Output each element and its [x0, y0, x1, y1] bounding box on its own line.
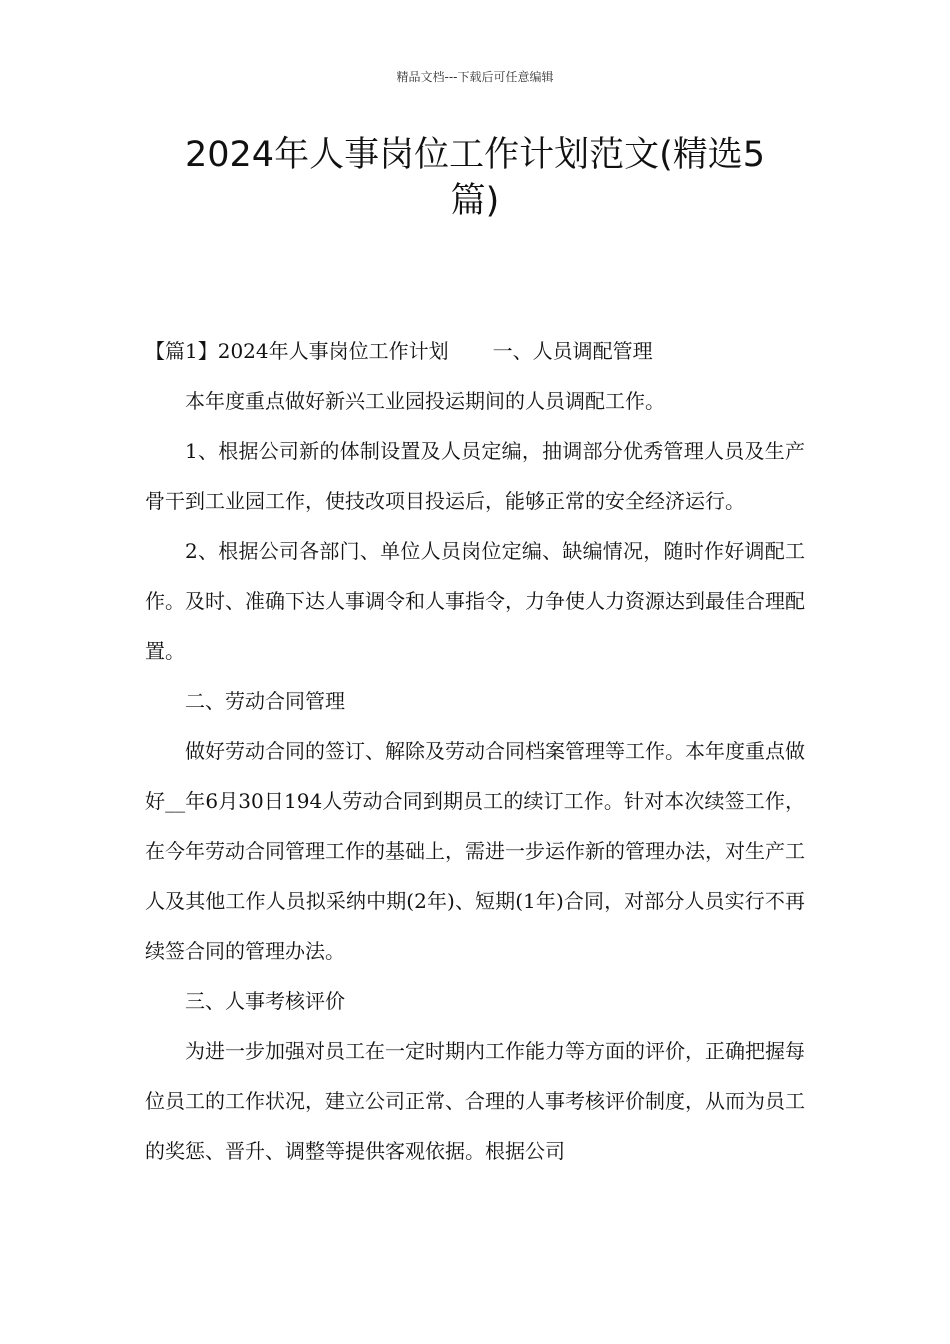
- document-title: [145, 132, 805, 224]
- paragraph: 为进一步加强对员工在一定时期内工作能力等方面的评价，正确把握每位员工的工作状况，建立公司正常、合理的人事考核评价制度，从而为员工的奖惩、晋升、调整等提供客观依据。根据公司: [145, 1039, 805, 1163]
- paragraph: 2、根据公司各部门、单位人员岗位定编、缺编情况，随时作好调配工作。及时、准确下达人事调令和人事指令，力争使人力资源达到最佳合理配置。: [145, 539, 805, 663]
- paragraph: 本年度重点做好新兴工业园投运期间的人员调配工作。: [185, 389, 665, 413]
- header-note: 精品文档---下载后可任意编辑: [396, 70, 554, 84]
- article-heading: 【篇1】2024年人事岗位工作计划: [145, 339, 449, 363]
- paragraph: 做好劳动合同的签订、解除及劳动合同档案管理等工作。本年度重点做好__年6月30日194人劳动合同到期员工的续订工作。针对本次续签工作，在今年劳动合同管理工作的基础上，需进一步运作新的管理办法，对生产工人及其他工作人员拟采纳中期(2年)、短期(1年)合同，对部分人员实行不再续签合同的管理办法。: [145, 739, 805, 963]
- section-heading-1: 一、人员调配管理: [492, 339, 653, 363]
- section-heading-2: 二、劳动合同管理: [185, 689, 345, 713]
- section-heading-3: 三、人事考核评价: [185, 989, 345, 1013]
- title-line-2: 篇): [450, 181, 500, 221]
- section-heading-paragraph: [145, 326, 805, 376]
- title-line-1: 2024年人事岗位工作计划范文(精选5: [185, 135, 765, 175]
- document-body: [145, 326, 805, 1176]
- paragraph: 1、根据公司新的体制设置及人员定编，抽调部分优秀管理人员及生产骨干到工业园工作，使技改项目投运后，能够正常的安全经济运行。: [145, 439, 805, 513]
